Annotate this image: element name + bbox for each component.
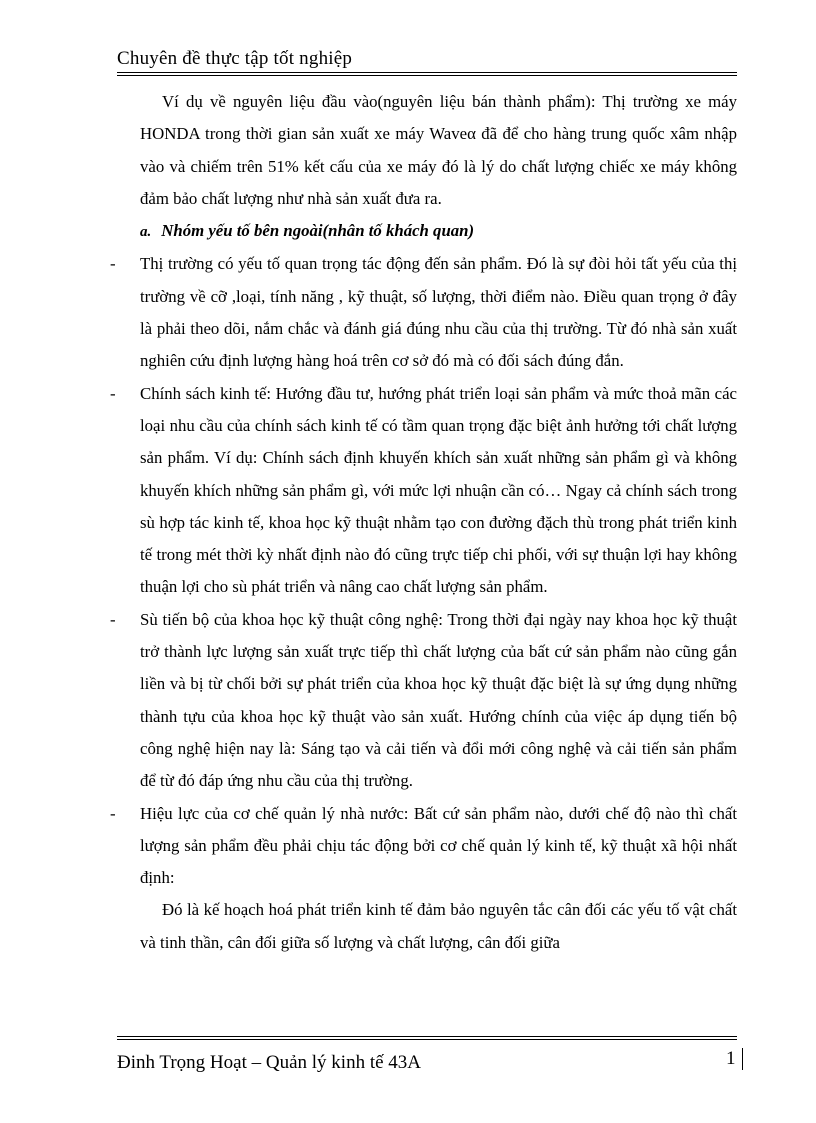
bullet-dash: - <box>110 609 116 629</box>
bullet-item-state-management <box>110 798 737 895</box>
intro-paragraph: Ví dụ về nguyên liệu đầu vào(nguyên liệu bán thành phẩm): Thị trường xe máy HONDA trong thời gian sản xuất xe máy Waveα đã để cho hàng trung quốc xâm nhập vào và chiếm trên 51% kết cấu của xe máy đó là lý do chất lượng chiếc xe máy không đảm bảo chất lượng như nhà sản xuất đưa ra. <box>140 92 737 208</box>
bullet-text: Chính sách kinh tế: Hướng đầu tư, hướng phát triển loại sản phẩm và mức thoả mãn các loại nhu cầu của chính sách kinh tế có tầm quan trọng đặc biệt ảnh hưởng tới chất lượng sản phẩm. Ví dụ: Chính sách định khuyến khích sản xuất những sản phẩm gì và không khuyến khích những sản phẩm gì, với mức lợi nhuận cần có… Ngay cả chính sách trong sù hợp tác kinh tế, khoa học kỹ thuật nhằm tạo con đường đặch thù trong phát triển kinh tế trong mét thời kỳ nhất định nào đó cũng trực tiếp chi phối, với sự thuận lợi hay không thuận lợi cho sù phát triển và nâng cao chất lượng sản phẩm. <box>140 383 737 597</box>
bullet-dash: - <box>110 383 116 403</box>
page-header-title: Chuyên đề thực tập tốt nghiệp <box>117 48 353 69</box>
bullet-text: Thị trường có yếu tố quan trọng tác động đến sản phẩm. Đó là sự đòi hỏi tất yếu của thị trường về cỡ ,loại, tính năng , kỹ thuật, số lượng, thời điểm nào. Điều quan trọng ở đây là phải theo dõi, nắm chắc và đánh giá đúng nhu cầu của thị trường. Từ đó nhà sản xuất nghiên cứu định lượng hàng hoá trên cơ sở đó mà có đối sách đúng đắn. <box>140 254 737 371</box>
bullet-dash: - <box>110 803 116 823</box>
bullet-item-economic-policy <box>110 378 737 604</box>
bullet-item-technology <box>110 604 737 798</box>
page-number: 1 <box>726 1048 736 1069</box>
footer-vertical-rule <box>742 1048 743 1070</box>
bullet-item-market <box>110 248 737 377</box>
bullet-text: Sù tiến bộ của khoa học kỹ thuật công nghệ: Trong thời đại ngày nay khoa học kỹ thuật trở thành lực lượng sản xuất trực tiếp thì chất lượng của bất cứ sản phẩm nào cũng gắn liền và bị từ chối bởi sự phát triển của khoa học kỹ thuật đặc biệt là sự ứng dụng những thành tựu của khoa học kỹ thuật vào sản xuất. Hướng chính của việc áp dụng tiến bộ công nghệ hiện nay là: Sáng tạo và cải tiến và đổi mới công nghệ và cải tiến sản phẩm để từ đó đáp ứng nhu cầu của thị trường. <box>140 609 737 791</box>
bullet-dash: - <box>110 254 116 274</box>
section-heading-letter: a. <box>140 224 152 241</box>
body-content <box>110 86 737 959</box>
footer-author: Đinh Trọng Hoạt – Quản lý kinh tế 43A <box>117 1052 421 1073</box>
header-divider <box>117 72 737 76</box>
section-heading-text: Nhóm yếu tố bên ngoài(nhân tố khách quan) <box>161 221 475 241</box>
bullet-text: Hiệu lực của cơ chế quản lý nhà nước: Bất cứ sản phẩm nào, dưới chế độ nào thì chất lượng sản phẩm đều phải chịu tác động bởi cơ chế quản lý kinh tế, kỹ thuật xã hội nhất định: <box>140 803 737 888</box>
footer-divider <box>117 1036 737 1040</box>
section-heading <box>140 215 737 248</box>
closing-paragraph: Đó là kế hoạch hoá phát triển kinh tế đảm bảo nguyên tắc cân đối các yếu tố vật chất và tinh thần, cân đối giữa số lượng và chất lượng, cân đối giữa <box>140 900 737 952</box>
